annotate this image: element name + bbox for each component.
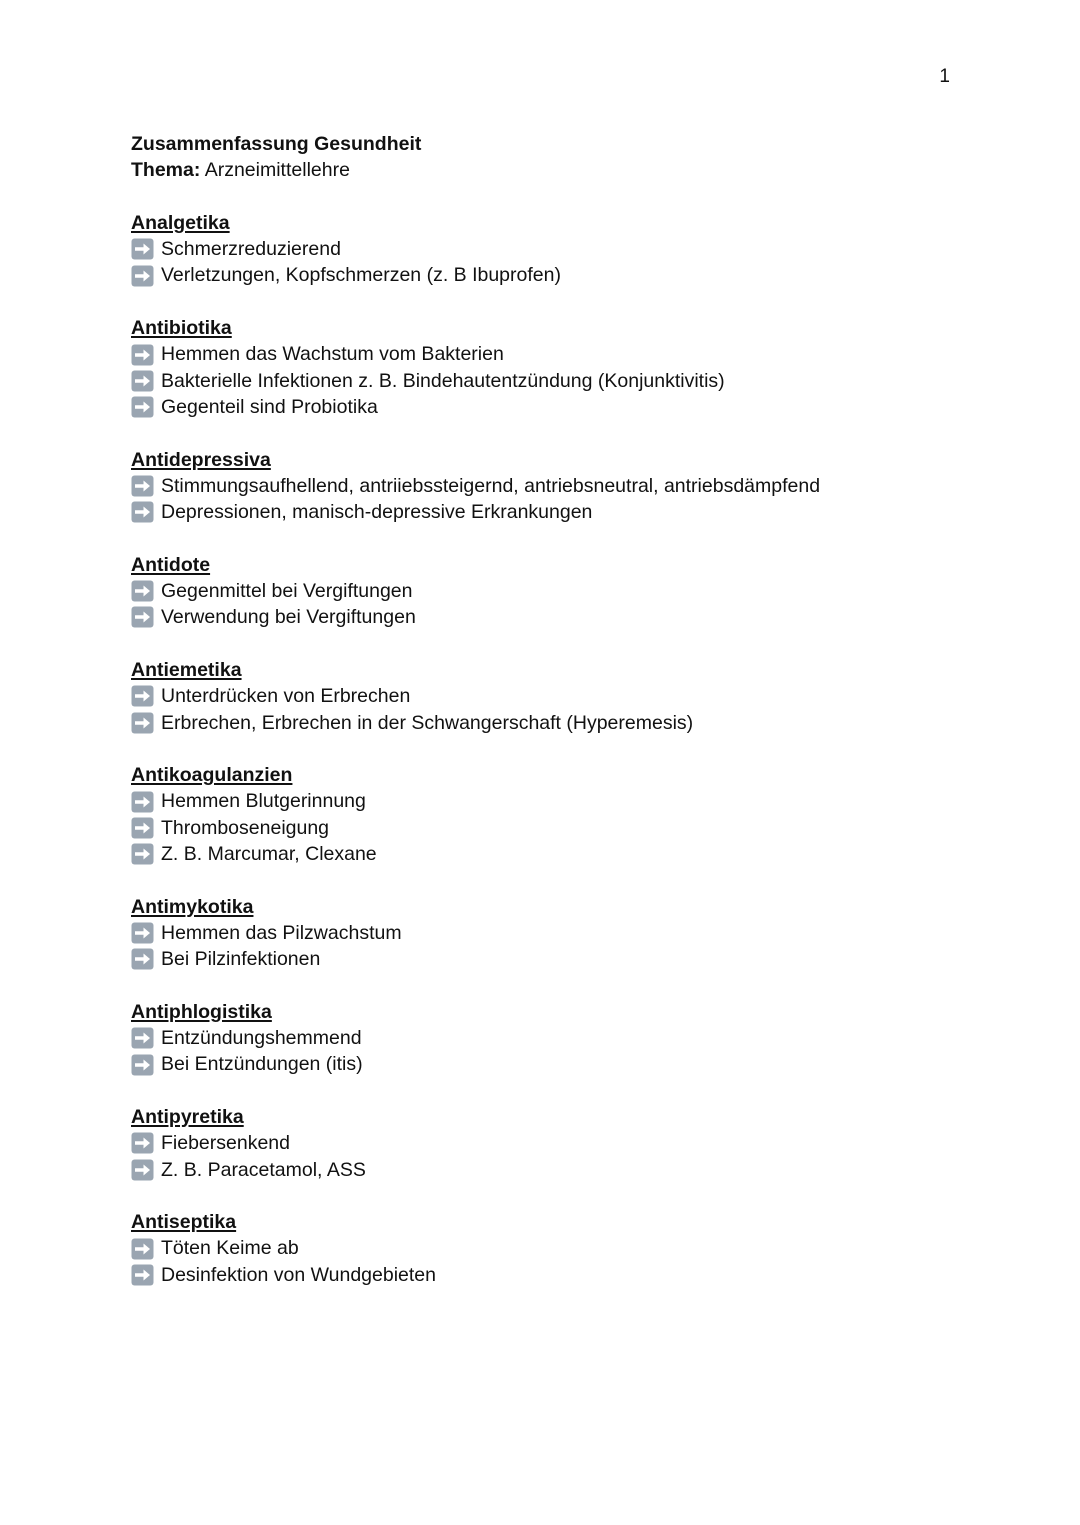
right-arrow-emoji-icon [131, 817, 154, 839]
list-item [131, 499, 991, 525]
list-item [131, 841, 991, 867]
list-item-text: Bei Entzündungen (itis) [161, 1053, 363, 1076]
right-arrow-emoji-icon [131, 791, 154, 813]
list-item [131, 1235, 991, 1261]
right-arrow-emoji-icon [131, 370, 154, 392]
section [131, 210, 991, 289]
list-item [131, 1157, 991, 1183]
list-item-text: Stimmungsaufhellend, antriiebssteigernd, antriebsneutral, antriebsdämpfend [161, 474, 821, 497]
list-item [131, 578, 991, 604]
sections-list [131, 210, 991, 1288]
list-item-text: Z. B. Paracetamol, ASS [161, 1158, 366, 1181]
list-item [131, 815, 991, 841]
list-item [131, 262, 991, 288]
topic-label: Thema: [131, 159, 201, 182]
list-item-text: Desinfektion von Wundgebieten [161, 1263, 436, 1286]
list-item-text: Entzündungshemmend [161, 1027, 362, 1050]
list-item [131, 236, 991, 262]
section-heading: Antidote [131, 553, 211, 576]
list-item-text: Depressionen, manisch-depressive Erkrankungen [161, 501, 593, 524]
section-heading: Antimykotika [131, 895, 254, 918]
right-arrow-emoji-icon [131, 712, 154, 734]
section-heading: Antiemetika [131, 658, 242, 681]
list-item-text: Fiebersenkend [161, 1132, 290, 1155]
section [131, 552, 991, 631]
right-arrow-emoji-icon [131, 948, 154, 970]
right-arrow-emoji-icon [131, 475, 154, 497]
list-item-text: Hemmen Blutgerinnung [161, 790, 366, 813]
section-heading: Antikoagulanzien [131, 764, 293, 787]
list-item [131, 920, 991, 946]
right-arrow-emoji-icon [131, 1238, 154, 1260]
section-heading: Antipyretika [131, 1105, 244, 1128]
list-item-text: Töten Keime ab [161, 1237, 299, 1260]
list-item [131, 1262, 991, 1288]
section [131, 315, 991, 420]
list-item [131, 946, 991, 972]
list-item-text: Unterdrücken von Erbrechen [161, 685, 411, 708]
list-item-text: Z. B. Marcumar, Clexane [161, 843, 377, 866]
section-heading: Antiphlogistika [131, 1000, 272, 1023]
list-item [131, 1130, 991, 1156]
topic-value: Arzneimittellehre [204, 159, 350, 182]
right-arrow-emoji-icon [131, 1054, 154, 1076]
list-item [131, 341, 991, 367]
section-heading: Antidepressiva [131, 448, 271, 471]
list-item-text: Thromboseneigung [161, 816, 330, 839]
right-arrow-emoji-icon [131, 843, 154, 865]
document-body [131, 131, 991, 1288]
list-item [131, 604, 991, 630]
list-item-text: Hemmen das Wachstum vom Bakterien [161, 343, 504, 366]
right-arrow-emoji-icon [131, 344, 154, 366]
list-item-text: Verwendung bei Vergiftungen [161, 606, 416, 629]
right-arrow-emoji-icon [131, 580, 154, 602]
list-item-text: Verletzungen, Kopfschmerzen (z. B Ibuprofen) [161, 264, 561, 287]
right-arrow-emoji-icon [131, 1159, 154, 1181]
right-arrow-emoji-icon [131, 1264, 154, 1286]
section [131, 1209, 991, 1288]
list-item-text: Bakterielle Infektionen z. B. Bindehautentzündung (Konjunktivitis) [161, 369, 725, 392]
right-arrow-emoji-icon [131, 501, 154, 523]
section [131, 657, 991, 736]
list-item-text: Gegenmittel bei Vergiftungen [161, 580, 413, 603]
list-item [131, 368, 991, 394]
page-number: 1 [939, 66, 950, 87]
list-item-text: Bei Pilzinfektionen [161, 948, 321, 971]
right-arrow-emoji-icon [131, 685, 154, 707]
section-heading: Analgetika [131, 211, 230, 234]
section [131, 894, 991, 973]
right-arrow-emoji-icon [131, 396, 154, 418]
list-item [131, 683, 991, 709]
right-arrow-emoji-icon [131, 1027, 154, 1049]
section [131, 999, 991, 1078]
section [131, 762, 991, 867]
section-heading: Antiseptika [131, 1211, 237, 1234]
right-arrow-emoji-icon [131, 265, 154, 287]
list-item [131, 394, 991, 420]
list-item-text: Hemmen das Pilzwachstum [161, 921, 402, 944]
list-item [131, 1025, 991, 1051]
right-arrow-emoji-icon [131, 922, 154, 944]
list-item [131, 788, 991, 814]
list-item [131, 1051, 991, 1077]
list-item-text: Erbrechen, Erbrechen in der Schwangerschaft (Hyperemesis) [161, 711, 694, 734]
list-item [131, 473, 991, 499]
topic-line [131, 157, 991, 183]
list-item-text: Schmerzreduzierend [161, 238, 341, 261]
section-heading: Antibiotika [131, 317, 232, 340]
right-arrow-emoji-icon [131, 238, 154, 260]
right-arrow-emoji-icon [131, 606, 154, 628]
section [131, 447, 991, 526]
right-arrow-emoji-icon [131, 1132, 154, 1154]
document-title: Zusammenfassung Gesundheit [131, 133, 422, 155]
list-item [131, 710, 991, 736]
section [131, 1104, 991, 1183]
list-item-text: Gegenteil sind Probiotika [161, 395, 378, 418]
